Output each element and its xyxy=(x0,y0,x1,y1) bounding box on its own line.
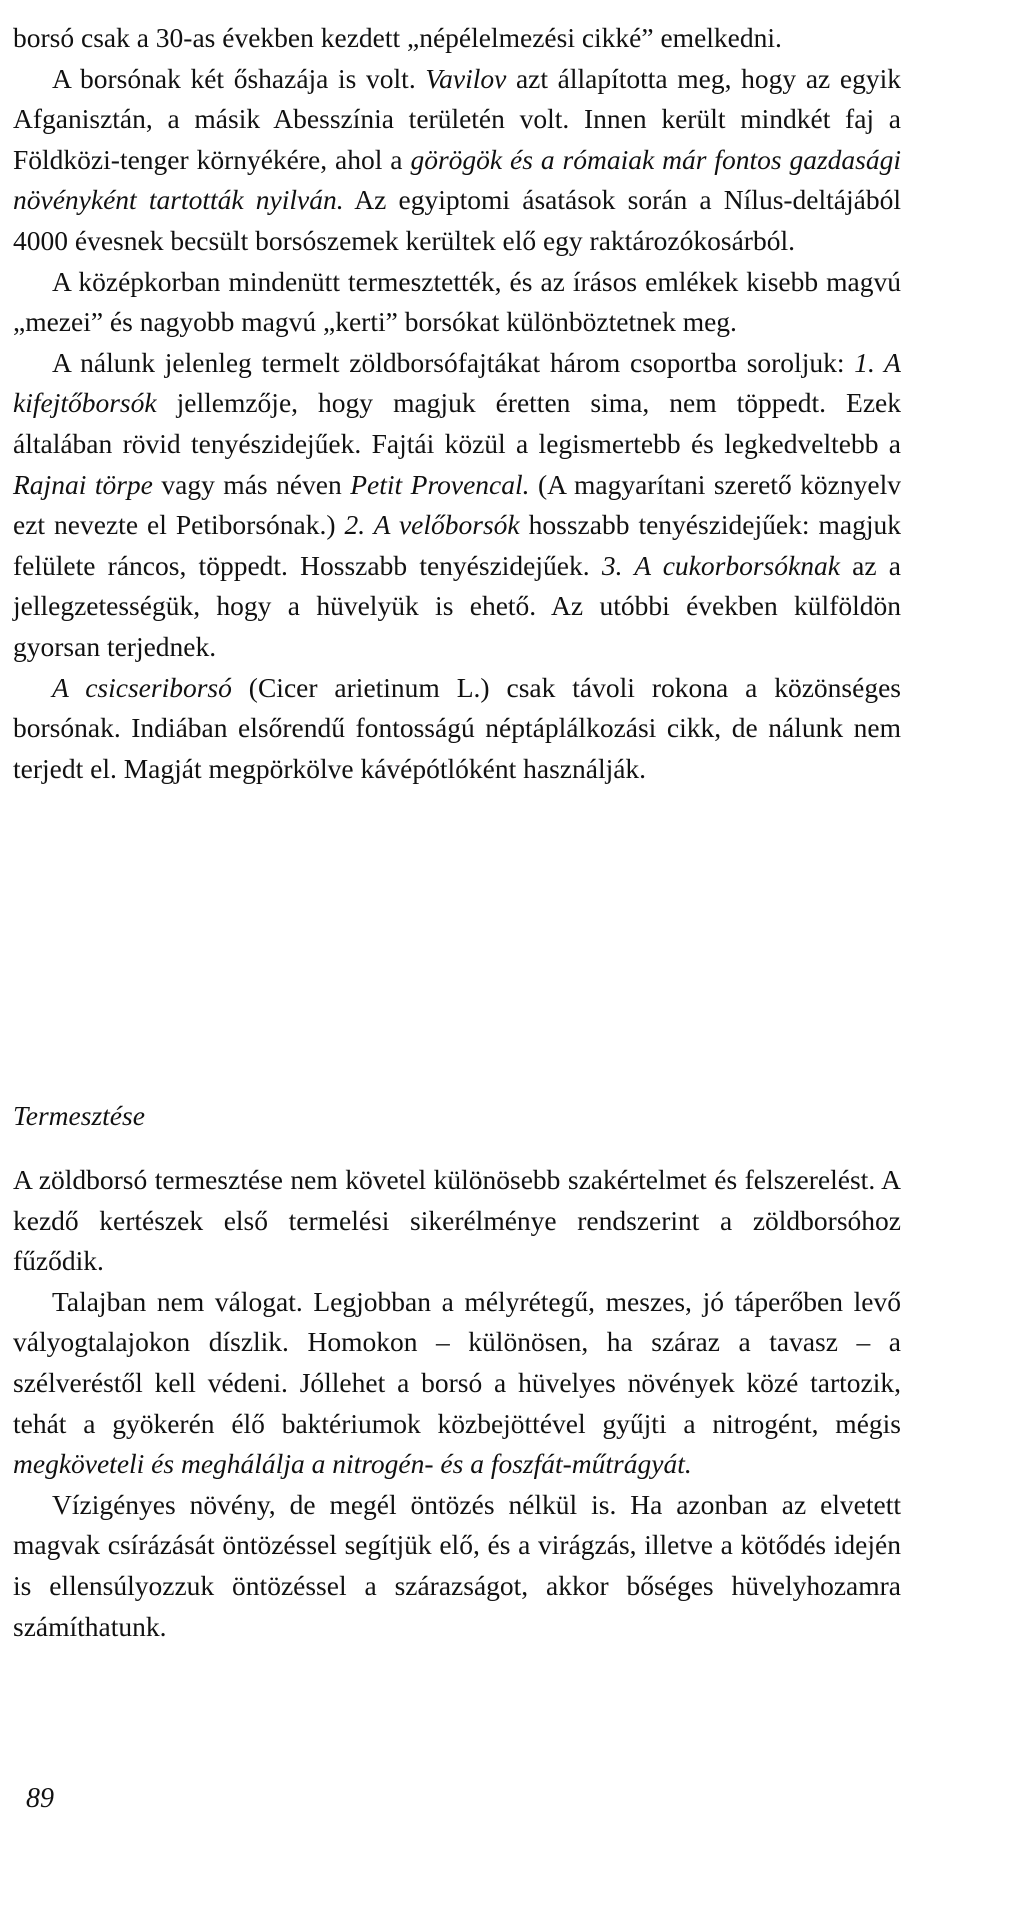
text-run: (A magyarítani szerető köznyelv ezt nevezte el Petiborsónak.) xyxy=(13,468,901,541)
paragraph-continuation: borsó csak a 30-as években kezdett „népélelmezési cikké” emelkedni. xyxy=(13,22,782,53)
italic-fertilizer: megköveteli és meghálálja a nitrogén- és a foszfát-műtrágyát. xyxy=(13,1448,692,1480)
page-number: 89 xyxy=(26,1783,54,1814)
text-run: hosszabb tenyészidejűek: magjuk felülete ráncos, töppedt. Hosszabb tenyészidejűek. xyxy=(13,509,901,581)
paragraph-middle-ages: A középkorban mindenütt termesztették, és az írásos emlékek kisebb magvú „mezei” és nagyobb magvú „kerti” borsókat különböztetnek meg. xyxy=(13,265,901,338)
paragraph-water: Vízigényes növény, de megél öntözés nélkül is. Ha azonban az elvetett magvak csírázását öntözéssel segítjük elő, és a virágzás, illetve a kötődés idején is ellensúlyozzuk öntözéssel a szárazságot, akkor bőséges hüvelyhozamra számíthatunk. xyxy=(13,1488,901,1642)
text-run: jellemzője, hogy magjuk éretten sima, nem töppedt. Ezek általában rövid tenyészidejűek. Fajtái közül a legismertebb és legkedveltebb a xyxy=(13,387,901,459)
paragraph-origin xyxy=(13,59,901,262)
text-run: A nálunk jelenleg termelt zöldborsófajtákat három csoportba soroljuk: xyxy=(52,346,855,378)
italic-variety-name: Rajnai törpe xyxy=(13,468,153,500)
italic-group-2: 2. A velőborsók xyxy=(344,509,520,541)
text-run: Az egyiptomi ásatások során a Nílus-deltájából 4000 évesnek becsült borsószemek kerültek elő egy raktározókosárból. xyxy=(13,184,901,256)
paragraph-intro: A zöldborsó termesztése nem követel különösebb szakértelmet és felszerelést. A kezdő kertészek első termelési sikerélménye rendszerint a zöldborsóhoz fűződik. xyxy=(13,1164,901,1277)
italic-variety-name-alt: Petit Provencal. xyxy=(350,468,530,500)
italic-name-vavilov: Vavilov xyxy=(425,62,507,94)
text-run: az a jellegzetességük, hogy a hüvelyük is ehető. Az utóbbi években külföldön gyorsan terjednek. xyxy=(13,549,901,662)
text-run: (Cicer arietinum L.) csak távoli rokona a közönséges borsónak. Indiában elsőrendű fontosságú néptáplálkozási cikk, de nálunk nem terjedt el. Magját megpörkölve kávépótlóként használják. xyxy=(13,671,901,784)
text-run: azt állapította meg, hogy az egyik Afganisztán, a másik Abesszínia területén volt. Innen került mindkét faj a Földközi-tenger környékére, ahol a xyxy=(13,62,901,175)
text-run: A borsónak két őshazája is volt. xyxy=(52,62,426,94)
text-run: vagy más néven xyxy=(152,468,351,500)
text-column-top xyxy=(13,18,901,789)
paragraph-chickpea xyxy=(13,668,901,790)
paragraph-soil xyxy=(13,1282,901,1485)
italic-group-3: 3. A cukorborsóknak xyxy=(601,549,840,581)
italic-chickpea: A csicseriborsó xyxy=(52,671,232,703)
paragraph-variety-groups xyxy=(13,343,901,668)
text-run: Talajban nem válogat. Legjobban a mélyrétegű, meszes, jó táperőben levő vályogtalajokon díszlik. Homokon – különösen, ha száraz a tavasz – a szélveréstől kell védeni. Jóllehet a borsó a hüvelyes növények közé tartozik, tehát a gyökerén élő baktériumok közbejöttével gyűjti a nitrogént, mégis xyxy=(13,1285,901,1439)
italic-group-1: 1. A kifejtőborsók xyxy=(13,346,901,419)
text-column-bottom xyxy=(13,1160,901,1647)
italic-emphasis: görögök és a rómaiak már fontos gazdasági növényként tartották nyilván. xyxy=(13,143,902,216)
section-heading: Termesztése xyxy=(13,1100,145,1131)
